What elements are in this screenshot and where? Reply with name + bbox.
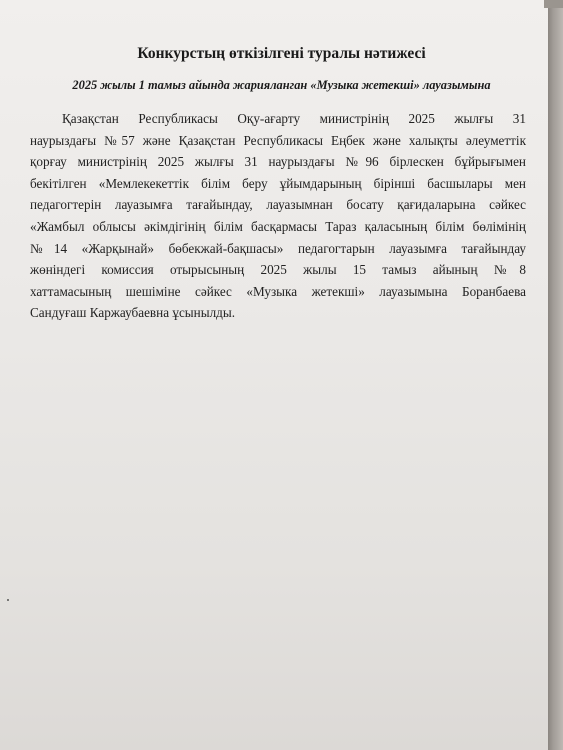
body-line: №14 «Жарқынай» бөбекжай-бақшасы» педагогтарын лауазымға тағайындау: [30, 240, 526, 256]
body-line: Сандуғаш Каржаубаевна ұсынылды.: [30, 305, 236, 321]
body-line: «Жамбыл облысы әкімдігінің білім басқармасы Тараз қаласының білім бөлімінің: [30, 218, 526, 234]
document-title: Конкурстың өткізілгені туралы нәтижесі: [137, 45, 426, 62]
body-line: қорғау министрінің 2025 жылғы 31 наурыздағы №96 бірлескен бұйрығымен: [30, 154, 526, 170]
sheet-edge-shadow: [548, 0, 563, 750]
document-subtitle: 2025 жылы 1 тамыз айында жарияланган «Музыка жетекші» лауазымына: [72, 78, 491, 92]
corner-tab: [544, 0, 563, 8]
body-line: наурыздағы №57 және Қазақстан Республикасы Еңбек және халықты әлеуметтік: [30, 132, 526, 148]
body-line: Қазақстан Республикасы Оқу-ағарту министрінің 2025 жылғы 31: [62, 111, 526, 126]
body-line: хаттамасының шешіміне сәйкес «Музыка жетекші» лауазымына Боранбаева: [30, 283, 526, 299]
paper-speck: [7, 599, 9, 601]
body-line: бекітілген «Мемлекекеттік білім беру ұйымдарының бірінші басшылары мен: [30, 175, 526, 191]
body-line: жөніндегі комиссия отырысының 2025 жылы 15 тамыз айының №8: [30, 262, 526, 278]
body-line: педагогтерін лауазымға тағайындау, лауазымнан босату қағидаларына сәйкес: [30, 197, 526, 213]
document-body: [30, 108, 526, 324]
